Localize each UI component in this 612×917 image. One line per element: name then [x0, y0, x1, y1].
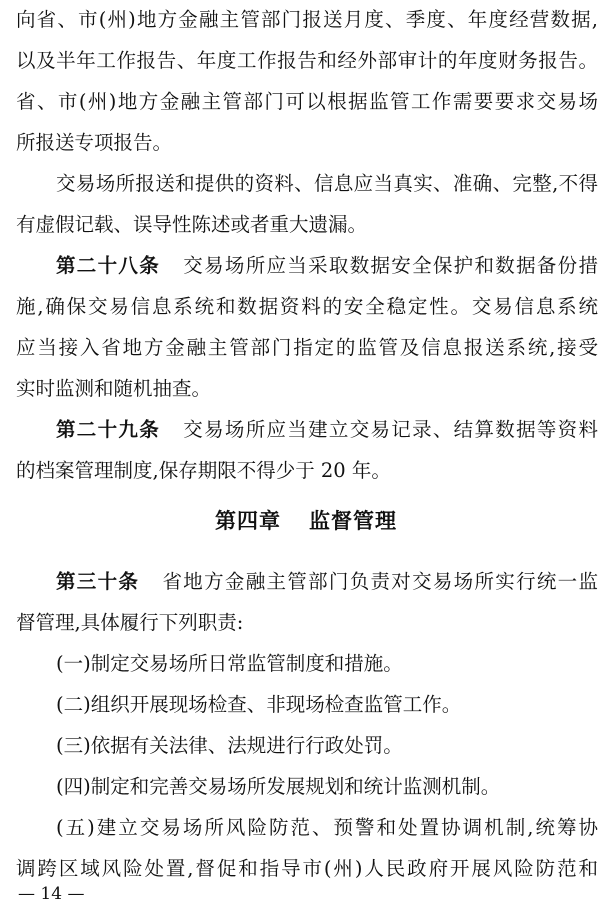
list-item: (一)制定交易场所日常监管制度和措施。 [56, 652, 403, 675]
body-line: 所报送专项报告。 [16, 131, 173, 154]
body-line: 交易场所报送和提供的资料、信息应当真实、准确、完整,不得 [56, 172, 598, 195]
body-line: 省、市(州)地方金融主管部门可以根据监管工作需要要求交易场 [16, 90, 598, 113]
list-item: (二)组织开展现场检查、非现场检查监管工作。 [56, 693, 462, 716]
chapter-heading [0, 508, 612, 534]
article-30-first-line [56, 570, 598, 594]
chapter-number: 第四章 [215, 509, 281, 533]
article-28-text: 交易场所应当采取数据安全保护和数据备份措 [182, 254, 598, 277]
body-line: 应当接入省地方金融主管部门指定的监管及信息报送系统,接受 [16, 336, 598, 359]
body-line: 向省、市(州)地方金融主管部门报送月度、季度、年度经营数据, [16, 8, 598, 31]
chapter-name: 监督管理 [309, 509, 397, 533]
body-line: 实时监测和随机抽查。 [16, 377, 212, 400]
page-number: — 14 — [18, 884, 85, 904]
list-item: (三)依据有关法律、法规进行行政处罚。 [56, 734, 403, 757]
body-line: 督管理,具体履行下列职责: [16, 611, 244, 634]
article-30-text: 省地方金融主管部门负责对交易场所实行统一监 [161, 570, 598, 593]
body-line: 的档案管理制度,保存期限不得少于 20 年。 [16, 459, 391, 482]
body-line: 调跨区域风险处置,督促和指导市(州)人民政府开展风险防范和 [16, 857, 598, 880]
article-29-text: 交易场所应当建立交易记录、结算数据等资料 [182, 418, 598, 441]
article-29-first-line [56, 418, 598, 442]
body-line: 有虚假记载、误导性陈述或者重大遗漏。 [16, 213, 368, 236]
list-item: (四)制定和完善交易场所发展规划和统计监测机制。 [56, 775, 501, 798]
body-line: 施,确保交易信息系统和数据资料的安全稳定性。交易信息系统 [16, 295, 598, 318]
list-item: (五)建立交易场所风险防范、预警和处置协调机制,统筹协 [56, 816, 598, 839]
article-28-first-line [56, 254, 598, 278]
article-29-title: 第二十九条 [56, 418, 160, 441]
article-28-title: 第二十八条 [56, 254, 160, 277]
body-line: 以及半年工作报告、年度工作报告和经外部审计的年度财务报告。 [16, 49, 598, 72]
article-30-title: 第三十条 [56, 570, 140, 593]
